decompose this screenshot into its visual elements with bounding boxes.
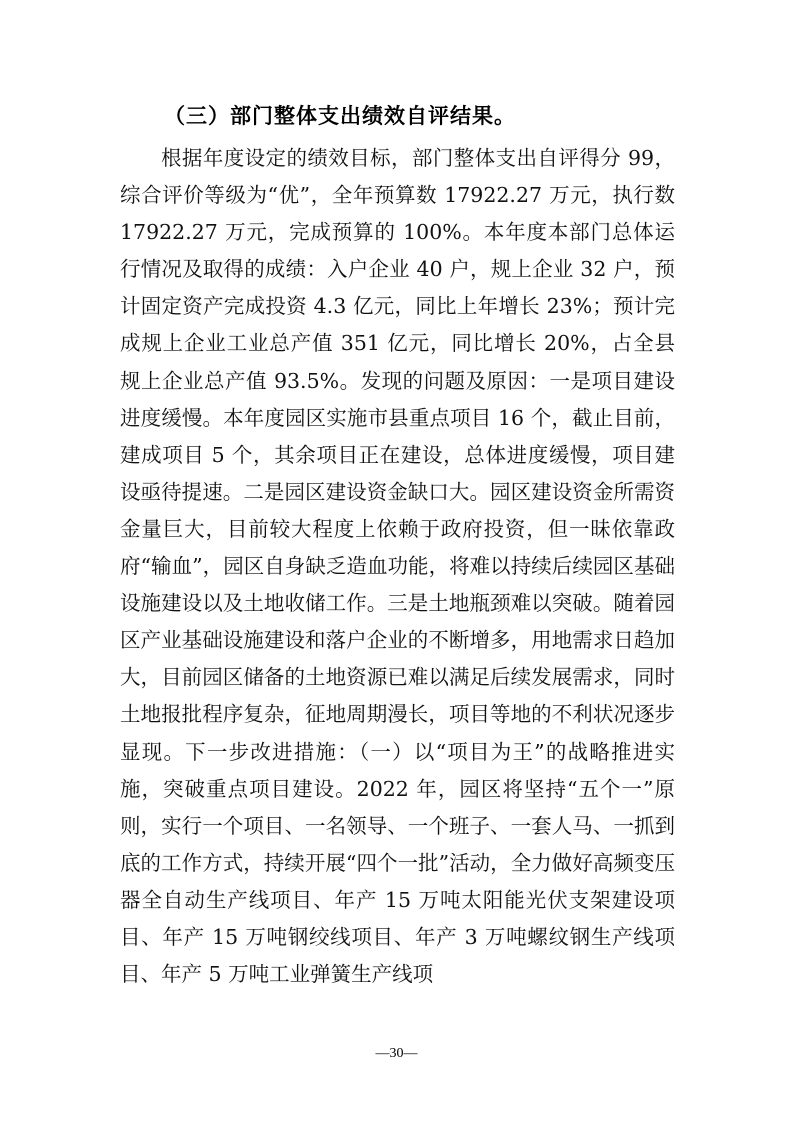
page-number: —30—: [375, 1046, 418, 1061]
body-paragraph: 根据年度设定的绩效目标，部门整体支出自评得分 99，综合评价等级为“优”，全年预算数 17922.27 万元，执行数 17922.27 万元，完成预算的 100%。本年度本部门总体运行情况及取得的成绩：入户企业 40 户，规上企业 32 户，预计固定资产完成投资 4.3 亿元，同比上年增长 23%；预计完成规上企业工业总产值 351 亿元，同比增长 20%，占全县规上企业总产值 93.5%。发现的问题及原因：一是项目建设进度缓慢。本年度园区实施市县重点项目 16 个，截止目前，建成项目 5 个，其余项目正在建设，总体进度缓慢，项目建设亟待提速。二是园区建设资金缺口大。园区建设资金所需资金量巨大，目前较大程度上依赖于政府投资，但一昧依靠政府“输血”，园区自身缺乏造血功能，将难以持续后续园区基础设施建设以及土地收储工作。三是土地瓶颈难以突破。随着园区产业基础设施建设和落户企业的不断增多，用地需求日趋加大，目前园区储备的土地资源已难以满足后续发展需求，同时土地报批程序复杂，征地周期漫长，项目等地的不利状况逐步显现。下一步改进措施：（一）以“项目为王”的战略推进实施，突破重点项目建设。2022 年，园区将坚持“五个一”原则，实行一个项目、一名领导、一个班子、一套人马、一抓到底的工作方式，持续开展“四个一批”活动，全力做好高频变压器全自动生产线项目、年产 15 万吨太阳能光伏支架建设项目、年产 15 万吨钢绞线项目、年产 3 万吨螺纹钢生产线项目、年产 5 万吨工业弹簧生产线项: [120, 146, 675, 987]
section-heading: （三）部门整体支出绩效自评结果。: [164, 104, 516, 128]
